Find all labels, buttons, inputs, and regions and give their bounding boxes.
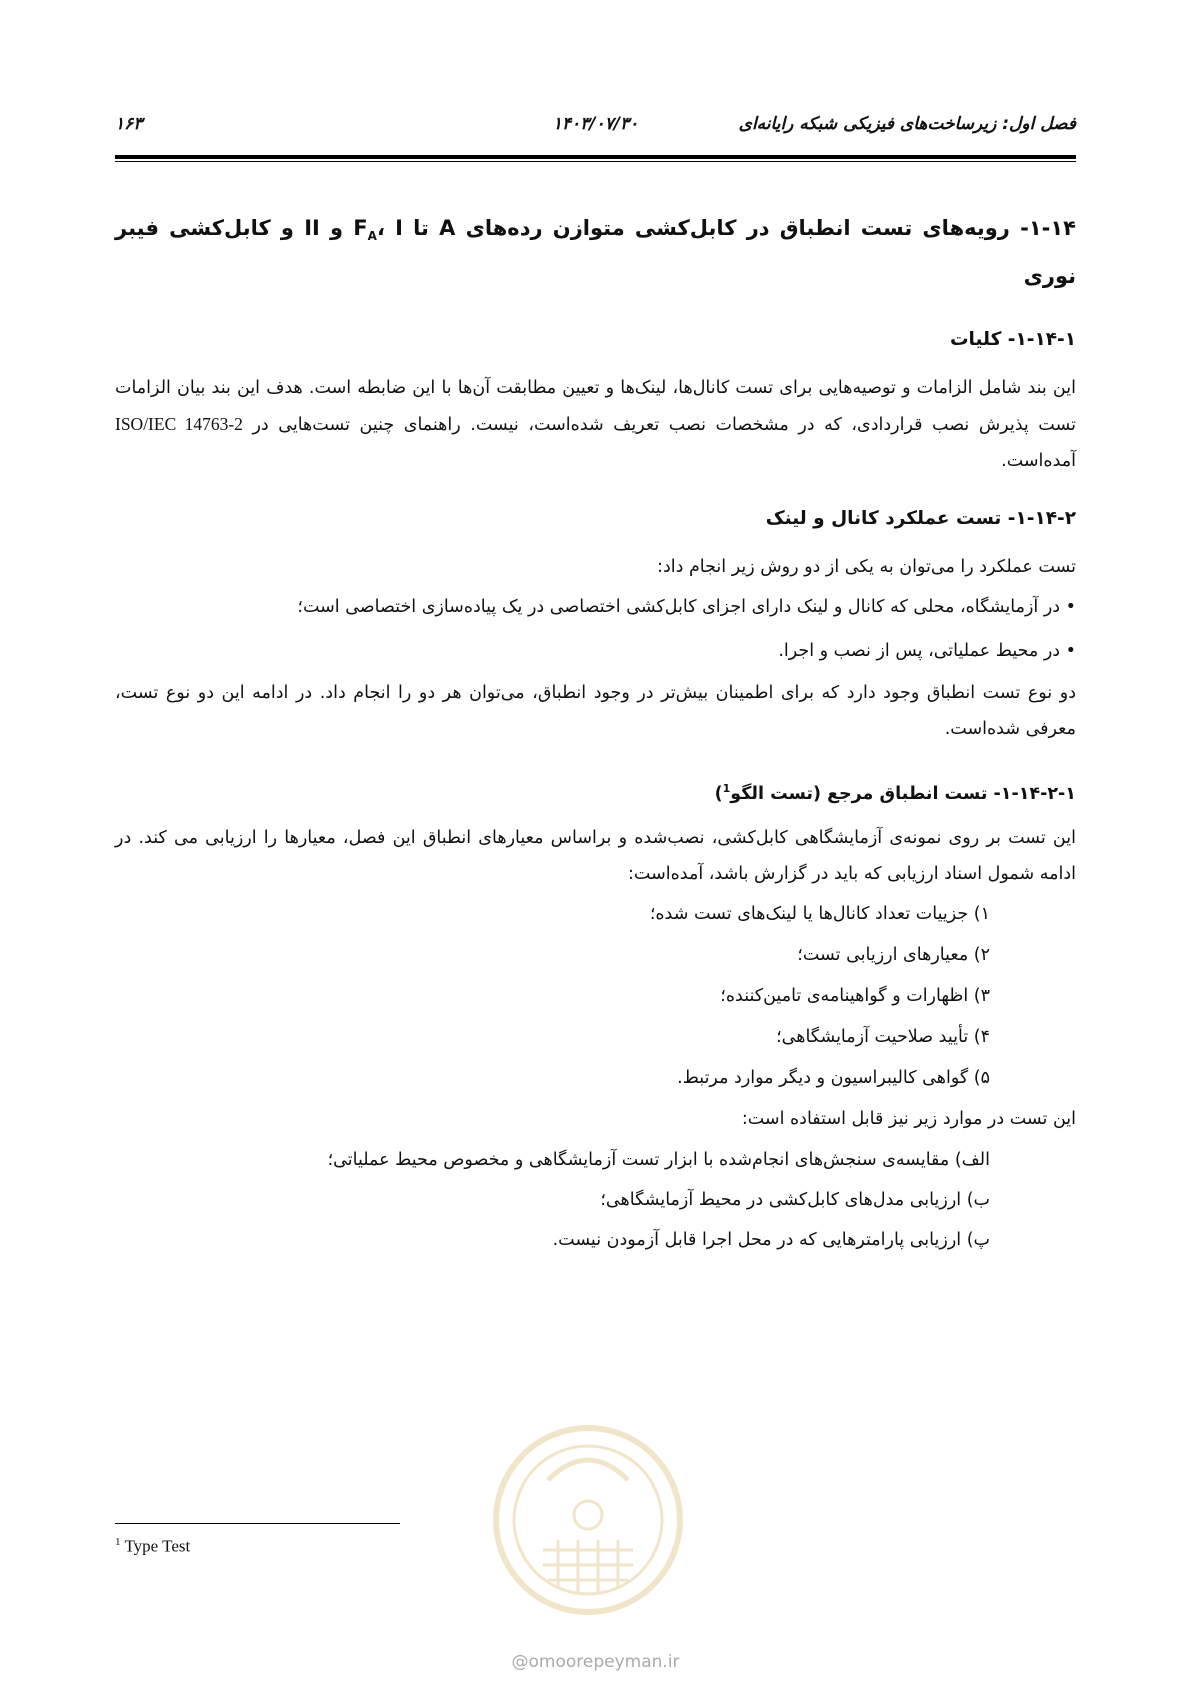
uses-list	[115, 1142, 1076, 1258]
page-body	[115, 208, 1076, 1262]
list-item: ب) ارزیابی مدل‌های کابل‌کشی در محیط آزمایشگاهی؛	[600, 1190, 990, 1211]
watermark-url: @omoorepeyman.ir	[511, 1652, 680, 1672]
footnote-rule	[115, 1523, 400, 1524]
header-rule-thick	[115, 155, 1076, 159]
header-date: ۱۴۰۳/۰۷/۳۰	[552, 114, 639, 134]
general-paragraph: این بند شامل الزامات و توصیه‌هایی برای تست کانال‌ها، لینک‌ها و تعیین مطابقت آن‌ها با این ضابطه است. هدف این بند بیان الزامات تست پذیرش نصب قراردادی، که در مشخصات نصب تعریف شده‌است، نیست. راهنمای چنین تست‌هایی در ISO/IEC 14763-2 آمده‌است.	[115, 378, 1076, 472]
footnote-marker: 1	[722, 782, 731, 796]
performance-intro: تست عملکرد را می‌توان به یکی از دو روش زیر انجام داد:	[657, 557, 1076, 578]
standard-reference: ISO/IEC 14763-2	[115, 414, 243, 435]
bullet-item: • در آزمایشگاه، محلی که کانال و لینک دارای اجزای کابل‌کشی اختصاصی در یک پیاده‌سازی اختصاصی است؛	[297, 597, 1076, 618]
subsection-heading-performance: ۱-۱۴-۲- تست عملکرد کانال و لینک	[765, 508, 1076, 530]
seal-watermark-icon	[488, 1420, 688, 1620]
list-item: ۲) معیارهای ارزیابی تست؛	[797, 945, 990, 966]
bullet-glyph: •	[1065, 597, 1076, 618]
footnote: $^1$ Type Test	[115, 1536, 191, 1556]
section-heading: ۱-۱۴- رویه‌های تست انطباق در کابل‌کشی متوازن رده‌های A تا $F_A،$ I و II و کابل‌کشی فیبر نوری	[115, 216, 1076, 289]
conformance-types-paragraph: دو نوع تست انطباق وجود دارد که برای اطمینان بیش‌تر در وجود انطباق، می‌توان هر دو را انجام داد. در ادامه این دو نوع تست، معرفی شده‌است.	[115, 683, 1076, 740]
list-item: ۵) گواهی کالیبراسیون و دیگر موارد مرتبط.	[677, 1068, 990, 1089]
page-number: ۱۶۳	[115, 114, 143, 134]
subsubsection-heading-reference: ۱-۱۴-۲-۱- تست انطباق مرجع (تست الگو$^1$)	[714, 782, 1076, 805]
chapter-title: فصل اول: زیرساخت‌های فیزیکی شبکه رایانه‌ای	[738, 114, 1076, 134]
list-item: پ) ارزیابی پارامترهایی که در محل اجرا قابل آزمودن نیست.	[552, 1230, 990, 1251]
list-item: ۱) جزییات تعداد کانال‌ها یا لینک‌های تست شده؛	[649, 904, 990, 925]
list-item: ۳) اظهارات و گواهینامه‌ی تامین‌کننده؛	[720, 986, 990, 1007]
bullet-glyph: •	[1065, 641, 1076, 662]
header-rule-thin	[115, 161, 1076, 162]
list-item: الف) مقایسه‌ی سنجش‌های انجام‌شده با ابزار تست آزمایشگاهی و مخصوص محیط عملیاتی؛	[327, 1150, 990, 1171]
bullet-item: • در محیط عملیاتی، پس از نصب و اجرا.	[778, 641, 1076, 662]
report-items-list	[115, 896, 1076, 1096]
uses-intro: این تست در موارد زیر نیز قابل استفاده است:	[741, 1109, 1076, 1130]
page-header	[115, 114, 1076, 144]
reference-test-paragraph: این تست بر روی نمونه‌ی آزمایشگاهی کابل‌کشی، نصب‌شده و براساس معیارهای انطباق این فصل، معیارها را ارزیابی می کند. در ادامه شمول اسناد ارزیابی که باید در گزارش باشد، آمده‌است:	[115, 828, 1076, 885]
list-item: ۴) تأیید صلاحیت آزمایشگاهی؛	[776, 1027, 990, 1048]
subsection-heading-general: ۱-۱۴-۱- کلیات	[949, 329, 1076, 351]
